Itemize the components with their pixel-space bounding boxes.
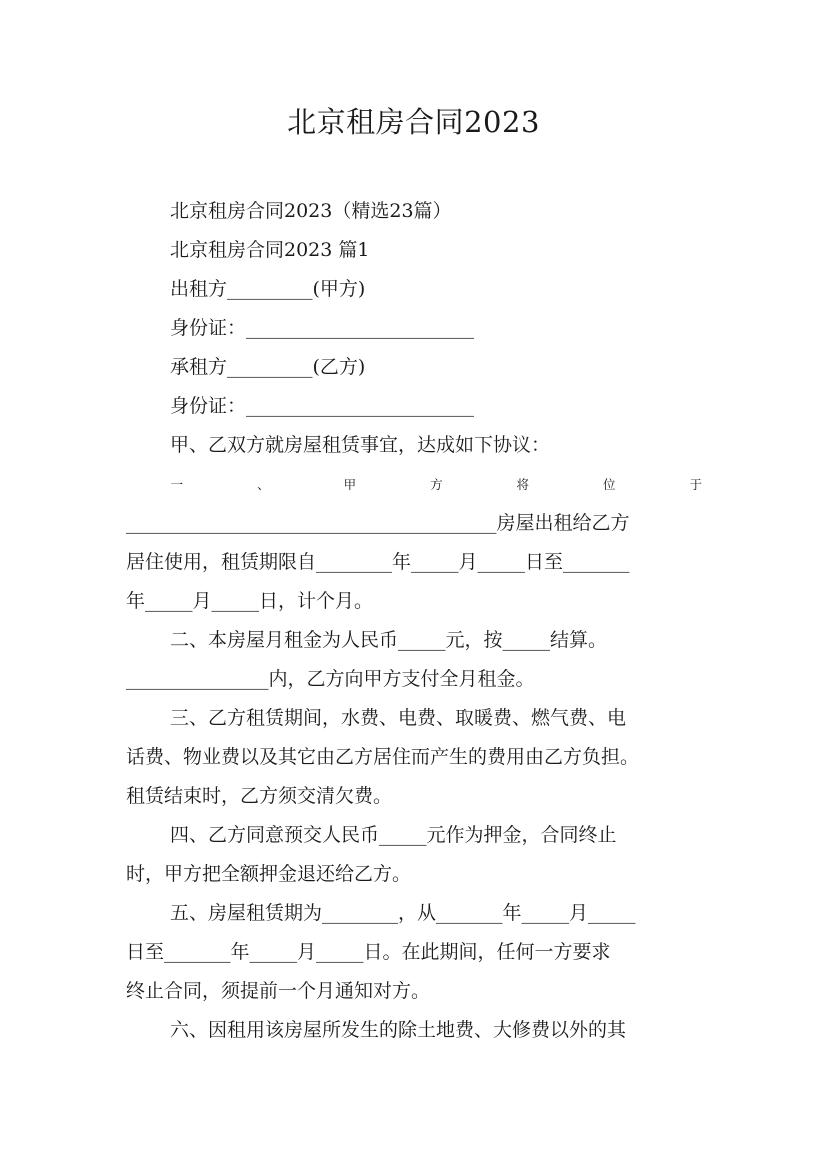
clause-5-line-2: 日至_______年_____月_____日。在此期间，任何一方要求 <box>126 941 611 963</box>
clause-3-line-2: 话费、物业费以及其它由乙方居住而产生的费用由乙方负担。 <box>126 746 640 768</box>
clause-5-line-1: 五、房屋租赁期为________，从_______年_____月_____ <box>170 902 636 924</box>
agreement-intro: 甲、乙双方就房屋租赁事宜，达成如下协议： <box>170 434 551 456</box>
lessee-id-field: 身份证：________________________ <box>170 395 475 417</box>
clause-2-line-2: _______________内，乙方向甲方支付全月租金。 <box>126 668 535 690</box>
clause-1-line-1: 一 、 甲 方 将 位 于 <box>170 477 702 492</box>
clause-4-line-2: 时，甲方把全额押金退还给乙方。 <box>126 863 412 885</box>
lessor-field: 出租方_________(甲方) <box>170 278 366 300</box>
clause-3-line-1: 三、乙方租赁期间，水费、电费、取暖费、燃气费、电 <box>170 707 627 729</box>
clause-1-line-4: 年_____月_____日，计个月。 <box>126 590 374 612</box>
clause-1-line-2: _______________________________________房屋出租给乙方 <box>126 512 630 534</box>
clause-3-line-3: 租赁结束时，乙方须交清欠费。 <box>126 785 393 807</box>
clause-5-line-3: 终止合同，须提前一个月通知对方。 <box>126 980 431 1002</box>
clause-6-line-1: 六、因租用该房屋所发生的除土地费、大修费以外的其 <box>170 1019 627 1041</box>
lessee-field: 承租方_________(乙方) <box>170 356 366 378</box>
clause-1-line-3: 居住使用，租赁期限自________年_____月_____日至_______ <box>126 551 630 573</box>
lessor-id-field: 身份证：________________________ <box>170 317 475 339</box>
section-heading: 北京租房合同2023 篇1 <box>170 239 370 261</box>
clause-2-line-1: 二、本房屋月租金为人民币_____元，按_____结算。 <box>170 629 608 651</box>
subtitle-line: 北京租房合同2023（精选23篇） <box>170 200 452 222</box>
document-title: 北京租房合同2023 <box>287 105 540 139</box>
clause-4-line-1: 四、乙方同意预交人民币_____元作为押金，合同终止 <box>170 824 617 846</box>
